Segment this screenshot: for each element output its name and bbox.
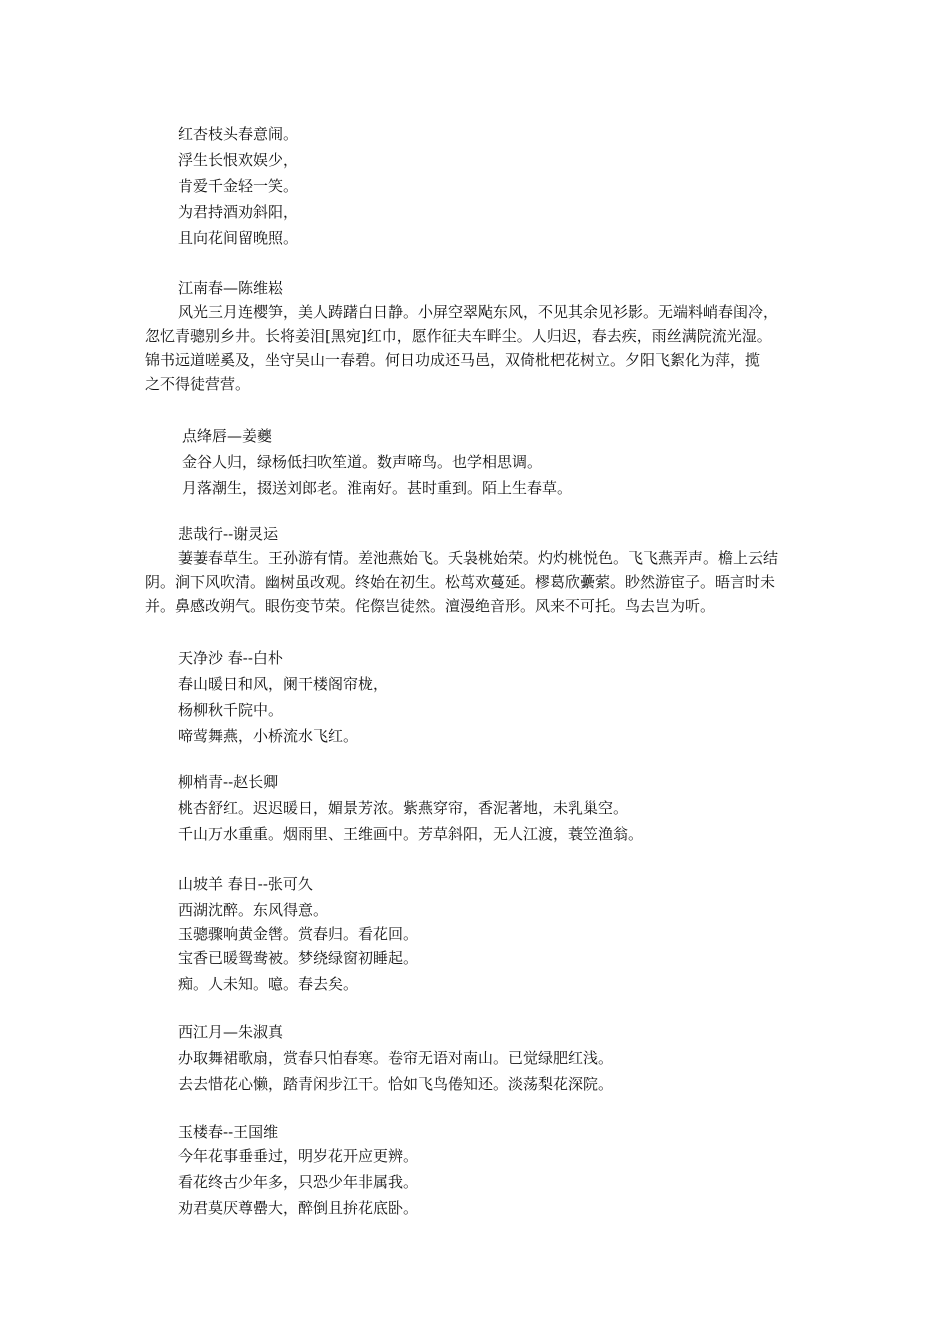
text-line: 浮生长恨欢娱少， — [178, 151, 299, 169]
text-line: 啼莺舞燕，小桥流水飞红。 — [178, 727, 359, 745]
text-line: 金谷人归，绿杨低扫吹笙道。数声啼鸟。也学相思调。 — [182, 453, 543, 471]
poem-title: 天净沙 春--白朴 — [178, 649, 283, 667]
text-line: 月落潮生，掇送刘郎老。淮南好。甚时重到。陌上生春草。 — [182, 479, 573, 497]
text-line: 桃杏舒红。迟迟暖日，媚景芳浓。紫燕穿帘，香泥著地，未乳巢空。 — [178, 799, 629, 817]
text-line: 今年花事垂垂过，明岁花开应更辨。 — [178, 1147, 419, 1165]
poem-title: 玉楼春--王国维 — [178, 1123, 279, 1141]
poem-title: 悲哉行--谢灵运 — [178, 525, 279, 543]
text-line: 杨柳秋千院中。 — [178, 701, 284, 719]
text-line: 西湖沈醉。东风得意。 — [178, 901, 329, 919]
text-line: 宝香已暖鸳鸯被。梦绕绿窗初睡起。 — [178, 949, 419, 967]
text-line: 劝君莫厌尊罍大，醉倒且拚花底卧。 — [178, 1199, 419, 1217]
text-line: 玉骢骤响黄金辔。赏春归。看花回。 — [178, 925, 419, 943]
text-line: 肯爱千金轻一笑。 — [178, 177, 299, 195]
text-line: 办取舞裙歌扇，赏春只怕春寒。卷帘无语对南山。已觉绿肥红浅。 — [178, 1049, 614, 1067]
text-line: 并。鼻感改朔气。眼伤变节荣。侘傺岂徒然。澶漫绝音形。风来不可托。鸟去岂为听。 — [145, 597, 716, 615]
text-line: 忽忆青骢别乡井。长将姜泪[黑宛]红巾，愿作征夫车畔尘。人归迟，春去疾，雨丝满院流光湿。 — [145, 327, 772, 345]
text-line: 萋萋春草生。王孙游有情。差池燕始飞。夭袅桃始荣。灼灼桃悦色。飞飞燕弄声。檐上云结 — [178, 549, 779, 567]
text-line: 看花终古少年多，只恐少年非属我。 — [178, 1173, 419, 1191]
text-line: 红杏枝头春意闹。 — [178, 125, 299, 143]
text-line: 为君持酒劝斜阳， — [178, 203, 299, 221]
poem-title: 柳梢青--赵长卿 — [178, 773, 279, 791]
text-line: 春山暖日和风，阑干楼阁帘栊， — [178, 675, 389, 693]
poem-title: 山坡羊 春日--张可久 — [178, 875, 313, 893]
text-line: 风光三月连樱笋，美人踌躇白日静。小屏空翠飐东风，不见其余见衫影。无端料峭春闺冷， — [178, 303, 779, 321]
text-line: 之不得徒营营。 — [145, 375, 251, 393]
text-line: 千山万水重重。烟雨里、王维画中。芳草斜阳，无人江渡，蓑笠渔翁。 — [178, 825, 644, 843]
text-line: 锦书远道嗟奚及，坐守吴山一春碧。何日功成还马邑，双倚枇杷花树立。夕阳飞絮化为萍，揽 — [145, 351, 761, 369]
text-line: 去去惜花心懒，踏青闲步江干。恰如飞鸟倦知还。淡荡梨花深院。 — [178, 1075, 614, 1093]
poem-title: 西江月—朱淑真 — [178, 1023, 284, 1041]
text-line: 痴。人未知。噫。春去矣。 — [178, 975, 359, 993]
text-line: 且向花间留晚照。 — [178, 229, 299, 247]
poem-title: 点绛唇—姜夔 — [182, 427, 273, 445]
poem-title: 江南春—陈维崧 — [178, 279, 284, 297]
text-line: 阴。涧下风吹清。幽树虽改观。终始在初生。松茑欢蔓延。樛葛欣虆萦。眇然游宦子。晤言时未 — [145, 573, 776, 591]
